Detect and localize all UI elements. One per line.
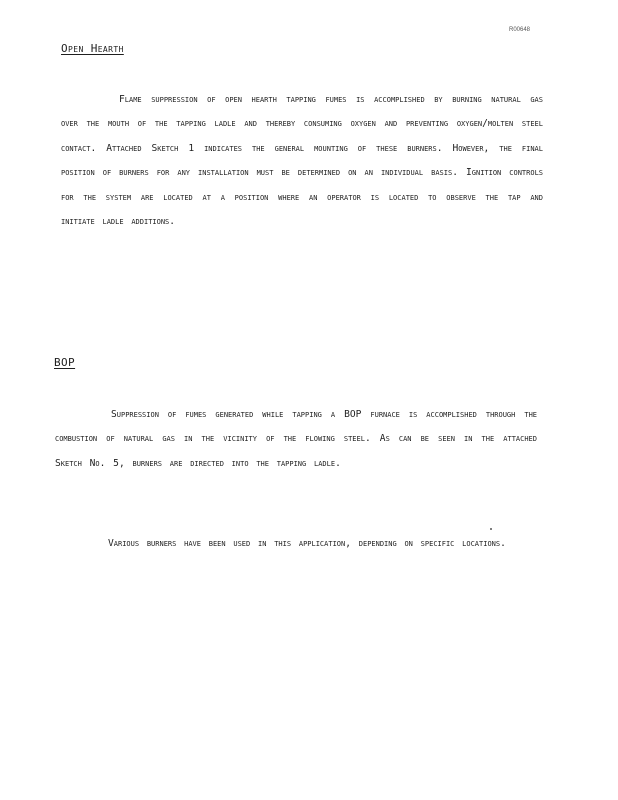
- open-hearth-heading: Open Hearth: [61, 42, 124, 55]
- document-id: R00648: [509, 27, 531, 33]
- scan-speck: [490, 528, 492, 530]
- bop-paragraph-2: Various burners have been used in this application, depending on specific locations.: [108, 538, 506, 549]
- bop-heading: BOP: [54, 356, 76, 369]
- bop-paragraph-1: Suppression of fumes generated while tapping a BOP furnace is accomplished through the combustion of natural gas in the vicinity of the flowing steel. As can be seen in the attached Sketch No. 5, burners are directed into the tapping ladle.: [55, 409, 537, 469]
- open-hearth-paragraph: Flame suppression of open hearth tapping fumes is accomplished by burning natural gas over the mouth of the tapping ladle and thereby consuming oxygen and preventing oxygen/molten steel contact. Attached Sketch 1 indicates the general mounting of these burners. However, the final position of burners for any installation must be determined on an individual basis. Ignition controls for the system are located at a position where an operator is located to observe the tap and initiate ladle additions.: [61, 94, 543, 228]
